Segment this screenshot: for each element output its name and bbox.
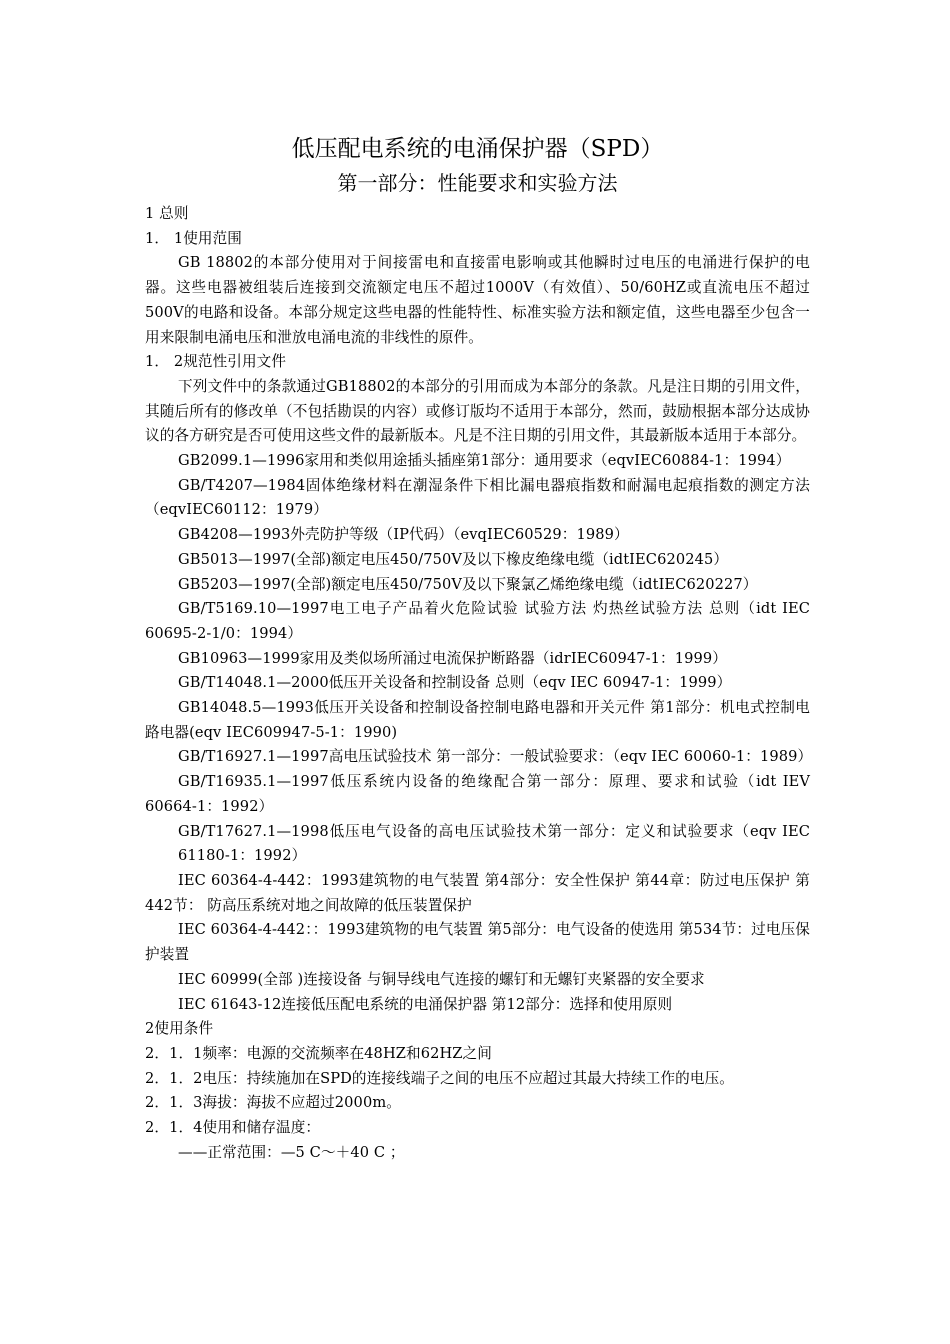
condition-voltage: 2．1．2电压：持续施加在SPD的连接线端子之间的电压不应超过其最大持续工作的电压。 (145, 1069, 734, 1087)
reference-item: GB4208—1993外壳防护等级（IP代码）（evqIEC60529：1989） (178, 526, 629, 544)
paragraph-references-intro: 下列文件中的条款通过GB18802的本部分的引用而成为本部分的条款。凡是注日期的引用文件，其随后所有的修改单（不包括勘误的内容）或修订版均不适用于本部分，然而，鼓励根据本部分达成协议的各方研究是否可使用这些文件的最新版本。凡是不注日期的引用文件，其最新版本适用于本部分。 (145, 377, 810, 445)
temperature-normal-range: ——正常范围：—5 C～＋40 C ； (178, 1143, 405, 1161)
reference-item: GB/T5169.10—1997电工电子产品着火危险试验 试验方法 灼热丝试验方法 总则（idt IEC 60695-2-1/0：1994） (145, 600, 810, 642)
subsection-heading-1-1: 1． 1使用范围 (145, 229, 242, 247)
condition-temperature: 2．1．4使用和储存温度： (145, 1119, 321, 1137)
document-title: 低压配电系统的电涌保护器（SPD） (291, 136, 664, 162)
document-body (145, 132, 813, 1165)
paragraph-scope: GB 18802的本部分使用对于间接雷电和直接雷电影响或其他瞬时过电压的电涌进行保护的电器。这些电器被组装后连接到交流额定电压不超过1000V（有效值）、50/60HZ或直流电压不超过500V的电路和设备。本部分规定这些电器的性能特性、标准实验方法和额定值，这些电器至少包含一用来限制电涌电压和泄放电涌电流的非线性的原件。 (145, 254, 810, 346)
reference-item: GB/T14048.1—2000低压开关设备和控制设备 总则（eqv IEC 60947-1：1999） (178, 674, 732, 692)
section-heading-1: 1 总则 (145, 205, 189, 222)
reference-item: GB/T17627.1—1998低压电气设备的高电压试验技术第一部分：定义和试验要求（eqv IEC 61180-1：1992） (178, 822, 810, 865)
reference-item: GB/T4207—1984固体绝缘材料在潮湿条件下相比漏电器痕指数和耐漏电起痕指数的测定方法（eqvIEC60112：1979） (145, 476, 810, 519)
reference-item: IEC 60999(全部 )连接设备 与铜导线电气连接的螺钉和无螺钉夹紧器的安全要求 (178, 970, 705, 988)
subsection-heading-1-2: 1． 2规范性引用文件 (145, 353, 287, 371)
reference-item: GB/T16935.1—1997低压系统内设备的绝缘配合第一部分：原理、要求和试验（idt IEV 60664-1：1992） (145, 773, 810, 815)
reference-item: IEC 60364-4-442：：1993建筑物的电气装置 第5部分：电气设备的使选用 第534节：过电压保护装置 (145, 921, 810, 964)
reference-item: GB2099.1—1996家用和类似用途插头插座第1部分：通用要求（eqvIEC60884-1：1994） (178, 452, 791, 470)
reference-item: GB5203—1997(全部)额定电压450/750V及以下聚氯乙烯绝缘电缆（idtIEC620227） (178, 575, 758, 593)
condition-frequency: 2．1．1频率：电源的交流频率在48HZ和62HZ之间 (145, 1044, 492, 1062)
reference-item: GB/T16927.1—1997高电压试验技术 第一部分：一般试验要求：（eqv IEC 60060-1：1989） (178, 748, 813, 766)
reference-item: GB5013—1997(全部)额定电压450/750V及以下橡皮绝缘电缆（idtIEC620245） (178, 550, 729, 568)
reference-item: IEC 61643-12连接低压配电系统的电涌保护器 第12部分：选择和使用原则 (178, 995, 673, 1013)
condition-altitude: 2．1．3海拔：海拔不应超过2000m。 (145, 1094, 401, 1112)
reference-item: GB10963—1999家用及类似场所涌过电流保护断路器（idrIEC60947-1：1999） (178, 649, 727, 667)
section-heading-2: 2使用条件 (145, 1020, 214, 1038)
reference-item: GB14048.5—1993低压开关设备和控制设备控制电路电器和开关元件 第1部分：机电式控制电路电器(eqv IEC609947-5-1：1990) (145, 699, 810, 741)
reference-item: IEC 60364-4-442：1993建筑物的电气装置 第4部分：安全性保护 第44章：防过电压保护 第442节： 防高压系统对地之间故障的低压装置保护 (145, 871, 810, 914)
document-subtitle: 第一部分：性能要求和实验方法 (337, 171, 618, 195)
